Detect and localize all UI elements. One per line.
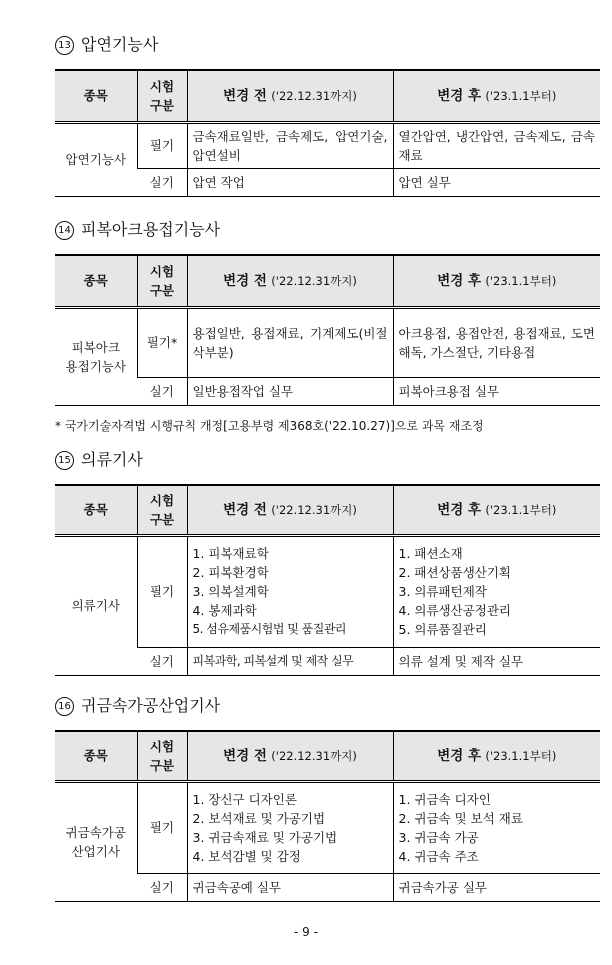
written-after [393, 781, 600, 873]
header-item: 종목 [55, 731, 137, 781]
header-item: 종목 [55, 255, 137, 307]
section-16 [55, 694, 600, 902]
header-exam-type: 시험 구분 [137, 485, 187, 535]
list-item: 2. 보석재료 및 가공기법 [192, 810, 326, 826]
list-item: 3. 의복설계학 [192, 584, 269, 599]
item-name: 귀금속가공 산업기사 [55, 781, 137, 901]
list-item: 4. 보석감별 및 감정 [192, 848, 301, 864]
written-label: 필기* [137, 307, 187, 377]
list-item: 3. 귀금속 가공 [398, 829, 479, 845]
footnote: * 국가기술자격법 시행규칙 개정[고용부령 제368호('22.10.27)]으로 과목 재조정 [55, 419, 484, 433]
header-after: 변경 후 ('23.1.1부터) [393, 255, 600, 307]
practical-after: 의류 설계 및 제작 실무 [393, 647, 600, 675]
header-exam-type: 시험 구분 [137, 731, 187, 781]
header-exam-type: 시험 구분 [137, 255, 187, 307]
written-after-list [399, 790, 596, 866]
header-exam-type: 시험 구분 [137, 70, 187, 122]
list-item: 1. 장신구 디자인론 [192, 791, 297, 807]
page-number: - 9 - [294, 925, 318, 939]
header-before: 변경 전 ('22.12.31까지) [187, 731, 393, 781]
written-before-list [193, 544, 388, 639]
section-number: 13 [55, 36, 74, 55]
header-item: 종목 [55, 70, 137, 122]
list-item: 4. 의류생산공정관리 [398, 603, 511, 618]
item-name: 피복아크 용접기능사 [55, 307, 137, 405]
practical-before: 일반용접작업 실무 [187, 377, 393, 405]
written-before [187, 781, 393, 873]
header-after: 변경 후 ('23.1.1부터) [393, 485, 600, 535]
practical-before: 귀금속공예 실무 [187, 873, 393, 901]
list-item: 2. 피복환경학 [192, 565, 269, 580]
list-item: 2. 귀금속 및 보석 재료 [398, 810, 523, 826]
header-item: 종목 [55, 485, 137, 535]
list-item: 4. 봉제과학 [192, 603, 257, 618]
list-item: 3. 의류패턴제작 [398, 584, 487, 599]
written-before: 금속재료일반, 금속제도, 압연기술, 압연설비 [187, 122, 393, 168]
section-title-text: 압연기능사 [81, 35, 159, 54]
practical-label: 실기 [137, 168, 187, 196]
header-before: 변경 전 ('22.12.31까지) [187, 485, 393, 535]
list-item: 5. 의류품질관리 [398, 622, 487, 637]
practical-after: 압연 실무 [393, 168, 600, 196]
list-item: 1. 피복재료학 [192, 546, 269, 561]
section-number: 14 [55, 221, 74, 240]
written-label: 필기 [137, 781, 187, 873]
header-before: 변경 전 ('22.12.31까지) [187, 255, 393, 307]
written-after: 열간압연, 냉간압연, 금속제도, 금속재료 [393, 122, 600, 168]
list-item: 3. 귀금속재료 및 가공기법 [192, 829, 338, 845]
practical-after: 피복아크용접 실무 [393, 377, 600, 405]
section-14 [55, 218, 600, 406]
header-after: 변경 후 ('23.1.1부터) [393, 70, 600, 122]
section-13 [55, 33, 600, 197]
list-item: 4. 귀금속 주조 [398, 848, 479, 864]
written-after-list [399, 544, 596, 639]
practical-before: 피복과학, 피복설계 및 제작 실무 [187, 647, 393, 675]
written-before: 용접일반, 용접재료, 기계제도(비절삭부분) [187, 307, 393, 377]
list-item: 5. 섬유제품시험법 및 품질관리 [192, 622, 346, 636]
written-after [393, 535, 600, 647]
section-number: 15 [55, 451, 74, 470]
written-after: 아크용접, 용접안전, 용접재료, 도면해독, 가스절단, 기타용접 [393, 307, 600, 377]
section-title-text: 피복아크용접기능사 [81, 220, 221, 239]
header-after: 변경 후 ('23.1.1부터) [393, 731, 600, 781]
section-number: 16 [55, 697, 74, 716]
practical-before: 압연 작업 [187, 168, 393, 196]
written-label: 필기 [137, 122, 187, 168]
practical-after: 귀금속가공 실무 [393, 873, 600, 901]
list-item: 1. 귀금속 디자인 [398, 791, 491, 807]
section-title-text: 귀금속가공산업기사 [81, 696, 221, 715]
section-title-text: 의류기사 [81, 450, 143, 469]
section-title [55, 33, 600, 57]
item-name: 압연기능사 [55, 122, 137, 196]
section-title [55, 218, 600, 242]
written-before [187, 535, 393, 647]
subject-change-table [55, 254, 600, 406]
section-title [55, 694, 600, 718]
subject-change-table [55, 730, 600, 902]
subject-change-table [55, 69, 600, 197]
section-title [55, 448, 600, 472]
header-before: 변경 전 ('22.12.31까지) [187, 70, 393, 122]
item-name: 의류기사 [55, 535, 137, 675]
practical-label: 실기 [137, 873, 187, 901]
list-item: 2. 패션상품생산기획 [398, 565, 511, 580]
practical-label: 실기 [137, 377, 187, 405]
section-15 [55, 448, 600, 676]
list-item: 1. 패션소재 [398, 546, 463, 561]
subject-change-table [55, 484, 600, 676]
written-label: 필기 [137, 535, 187, 647]
written-before-list [193, 790, 388, 866]
practical-label: 실기 [137, 647, 187, 675]
